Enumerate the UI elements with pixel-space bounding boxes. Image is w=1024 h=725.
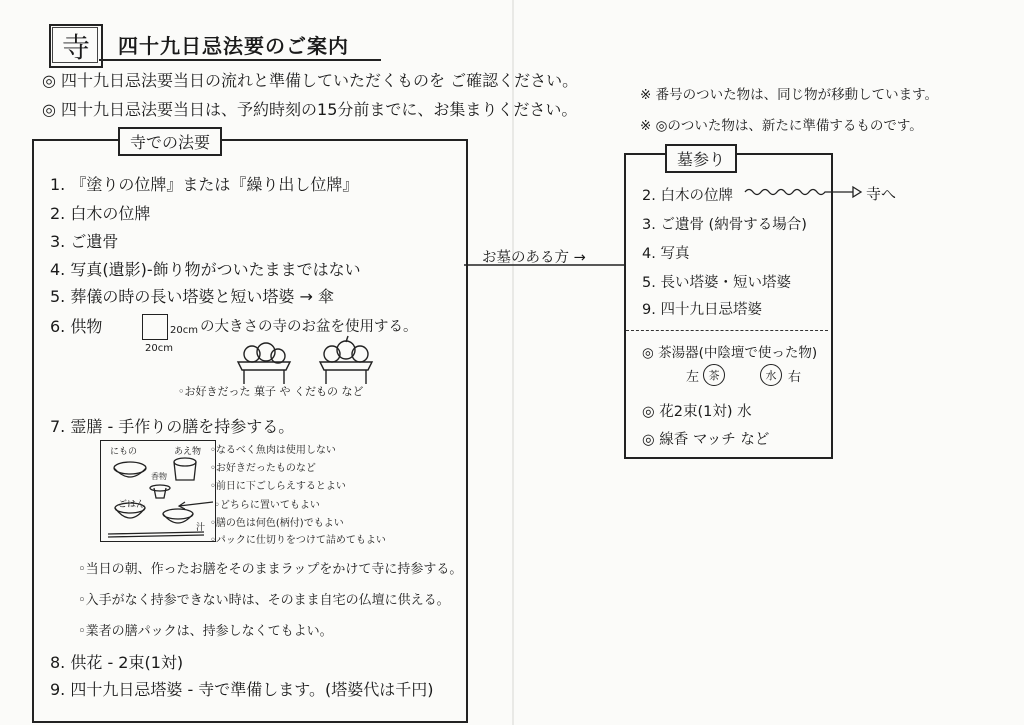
connector-arrow-icon: → bbox=[573, 250, 586, 266]
grave-item-5: 5. 長い塔婆・短い塔婆 bbox=[642, 275, 791, 291]
meal-bullet-2: ◦入手がなく持参できない時は、そのまま自宅の仏壇に供える。 bbox=[78, 593, 450, 608]
cup-right-label: 右 bbox=[788, 370, 802, 385]
tea-cup-icon: 茶 bbox=[703, 364, 725, 386]
temple-item-3: 3. ご遺骨 bbox=[50, 232, 119, 251]
tray-label-nimono: にもの bbox=[110, 447, 138, 457]
tray-size-bottom-label: 20cm bbox=[145, 343, 173, 354]
tray-label-gohan: ごはん bbox=[118, 500, 146, 510]
tray-note-1: ◦なるべく魚肉は使用しない bbox=[210, 445, 336, 456]
tray-size-square bbox=[142, 314, 168, 340]
grave-item-9: 9. 四十九日忌塔婆 bbox=[642, 302, 762, 318]
note-line-1: ※ 番号のついた物は、同じ物が移動しています。 bbox=[640, 87, 939, 103]
tray-label-aemono: あえ物 bbox=[174, 447, 202, 457]
temple-icon-frame bbox=[52, 27, 98, 63]
tray-label-kounomono: 香物 bbox=[151, 472, 167, 481]
note-line-2: ※ ◎のついた物は、新たに準備するものです。 bbox=[640, 118, 923, 134]
tray-label-shiru: 汁 bbox=[196, 523, 206, 533]
water-cup-icon: 水 bbox=[760, 364, 782, 386]
tray-note-3: ◦前日に下ごしらえするとよい bbox=[210, 481, 346, 492]
tray-pointer-arrow bbox=[175, 500, 215, 510]
temple-item-6: 6. 供物 bbox=[50, 317, 103, 336]
tray-note-4: ◦どちらに置いてもよい bbox=[214, 500, 320, 511]
tray-bowls bbox=[100, 440, 214, 540]
wavy-arrow-to-temple bbox=[745, 184, 865, 200]
page-title: 四十九日忌法要のご案内 bbox=[118, 34, 349, 58]
temple-item-5: 5. 葬儀の時の長い塔婆と短い塔婆 → 傘 bbox=[50, 287, 334, 306]
tray-note-5: ◦膳の色は何色(柄付)でもよい bbox=[210, 518, 344, 529]
meal-bullet-3: ◦業者の膳パックは、持参しなくてもよい。 bbox=[78, 624, 333, 639]
temple-item-8: 8. 供花 - 2束(1対) bbox=[50, 653, 184, 672]
grave-item-2: 2. 白木の位牌 bbox=[642, 188, 733, 204]
grave-visit-heading: 墓参り bbox=[665, 144, 737, 173]
intro-line-1: ◎ 四十九日忌法要当日の流れと準備していただくものを ご確認ください。 bbox=[42, 71, 579, 90]
grave-item-4: 4. 写真 bbox=[642, 246, 690, 262]
offering-caption: ◦お好きだった 菓子 や くだもの など bbox=[178, 385, 364, 398]
grave-new-item-2: ◎ 花2束(1対) 水 bbox=[642, 404, 752, 420]
title-underline bbox=[99, 59, 381, 61]
grave-item-3: 3. ご遺骨 (納骨する場合) bbox=[642, 217, 807, 233]
temple-ceremony-heading: 寺での法要 bbox=[118, 127, 222, 156]
grave-new-item-1: ◎ 茶湯器(中陰壇で使った物) bbox=[642, 345, 818, 361]
connector-label: お墓のある方 → bbox=[482, 250, 586, 266]
tray-note-2: ◦お好きだったものなど bbox=[210, 463, 316, 474]
tray-note-6: ◦パックに仕切りをつけて詰めてもよい bbox=[210, 535, 386, 546]
temple-item-2: 2. 白木の位牌 bbox=[50, 204, 151, 223]
grave-new-item-3: ◎ 線香 マッチ など bbox=[642, 432, 770, 448]
temple-item-1: 1. 『塗りの位牌』または『繰り出し位牌』 bbox=[50, 175, 359, 194]
temple-item-4: 4. 写真(遺影)-飾り物がついたままではない bbox=[50, 260, 361, 279]
offering-tray-text: の大きさの寺のお盆を使用する。 bbox=[200, 319, 418, 335]
intro-line-2: ◎ 四十九日忌法要当日は、予約時刻の15分前までに、お集まりください。 bbox=[42, 100, 578, 119]
temple-item-9: 9. 四十九日忌塔婆 - 寺で準備します。(塔婆代は千円) bbox=[50, 680, 434, 699]
cup-left-label: 左 bbox=[686, 370, 700, 385]
tray-size-side-label: 20cm bbox=[170, 325, 198, 336]
temple-icon: 寺 bbox=[49, 24, 103, 68]
divider-dashed bbox=[626, 330, 828, 331]
meal-bullet-1: ◦当日の朝、作ったお膳をそのままラップをかけて寺に持参する。 bbox=[78, 562, 463, 577]
temple-item-7: 7. 霊膳 - 手作りの膳を持参する。 bbox=[50, 417, 295, 436]
to-temple-label: 寺へ bbox=[866, 185, 897, 203]
